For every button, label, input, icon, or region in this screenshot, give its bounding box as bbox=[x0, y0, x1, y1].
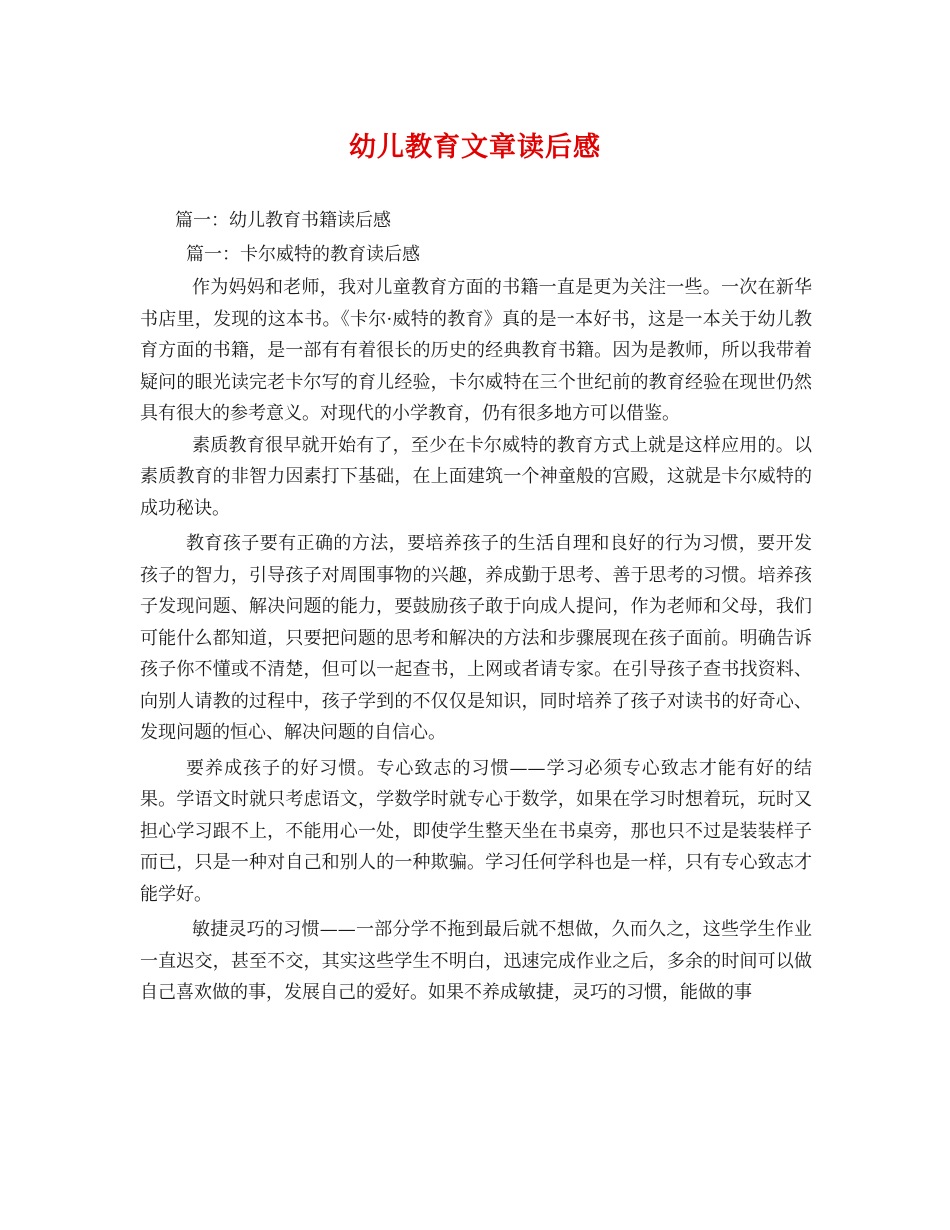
page-title: 幼儿教育文章读后感 bbox=[349, 132, 601, 163]
paragraph-5: 敏捷灵巧的习惯——一部分学不拖到最后就不想做，久而久之，这些学生作业一直迟交，甚至不交，其实这些学生不明白，迅速完成作业之后，多余的时间可以做自己喜欢做的事，发展自己的爱好。如果不养成敏捷，灵巧的习惯，能做的事 bbox=[140, 919, 812, 1003]
paragraph-2: 素质教育很早就开始有了，至少在卡尔威特的教育方式上就是这样应用的。以素质教育的非智力因素打下基础，在上面建筑一个神童般的宫殿，这就是卡尔威特的成功秘诀。 bbox=[140, 434, 812, 519]
paragraph-1: 作为妈妈和老师，我对儿童教育方面的书籍一直是更为关注一些。一次在新华书店里，发现的这本书。《卡尔·威特的教育》真的是一本好书，这是一本关于幼儿教育方面的书籍，是一部有有着很长的历史的经典教育书籍。因为是教师，所以我带着疑问的眼光读完老卡尔写的育儿经验，卡尔威特在三个世纪前的教育经验在现世仍然具有很大的参考意义。对现代的小学教育，仍有很多地方可以借鉴。 bbox=[140, 277, 812, 424]
paragraph-4: 要养成孩子的好习惯。专心致志的习惯——学习必须专心致志才能有好的结果。学语文时就只考虑语文，学数学时就专心于数学，如果在学习时想着玩，玩时又担心学习跟不上，不能用心一处，即使学生整天坐在书桌旁，那也只不过是装装样子而已，只是一种对自己和别人的一种欺骗。学习任何学科也是一样，只有专心致志才能学好。 bbox=[140, 757, 812, 905]
section-heading-1: 篇一：幼儿教育书籍读后感 bbox=[175, 210, 391, 231]
paragraph-3: 教育孩子要有正确的方法，要培养孩子的生活自理和良好的行为习惯，要开发孩子的智力，引导孩子对周围事物的兴趣，养成勤于思考、善于思考的习惯。培养孩子发现问题、解决问题的能力，要鼓励孩子敢于向成人提问，作为老师和父母，我们可能什么都知道，只要把问题的思考和解决的方法和步骤展现在孩子面前。明确告诉孩子你不懂或不清楚，但可以一起查书，上网或者请专家。在引导孩子查书找资料、向别人请教的过程中，孩子学到的不仅仅是知识，同时培养了孩子对读书的好奇心、发现问题的恒心、解决问题的自信心。 bbox=[140, 533, 812, 743]
section-heading-2: 篇一：卡尔威特的教育读后感 bbox=[186, 244, 420, 265]
article-body bbox=[140, 272, 812, 1009]
